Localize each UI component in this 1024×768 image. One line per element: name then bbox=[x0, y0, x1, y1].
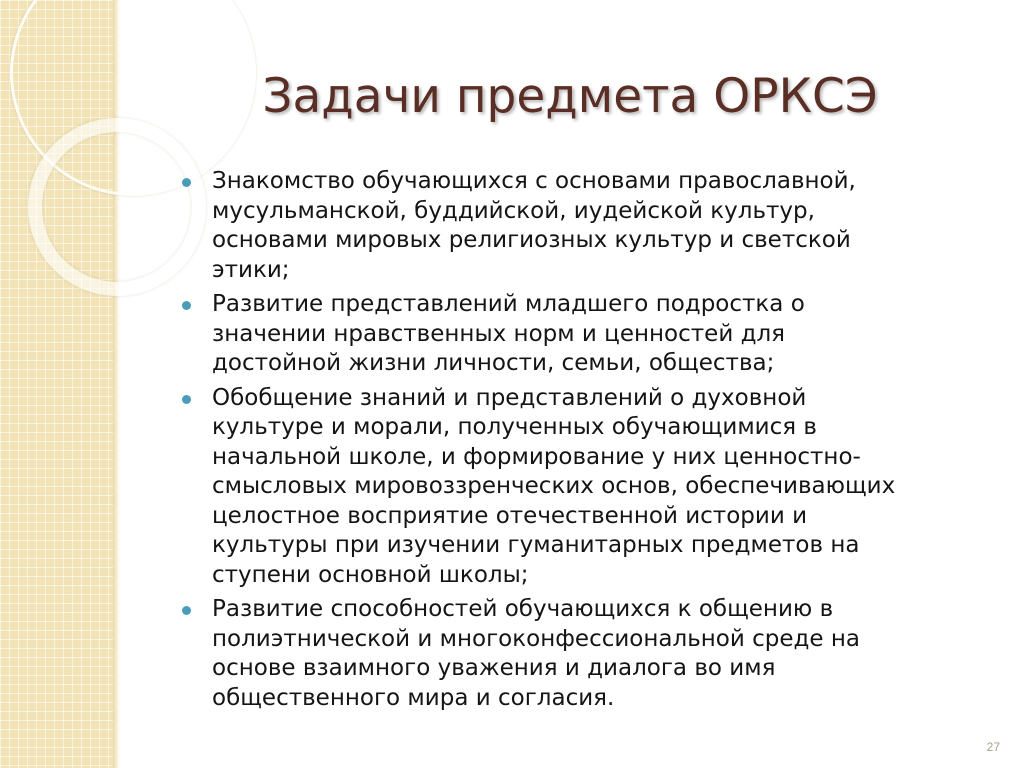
bullet-list bbox=[182, 167, 982, 718]
decorative-ring-small bbox=[28, 118, 206, 296]
list-item bbox=[182, 384, 982, 591]
page-number: 27 bbox=[986, 740, 1000, 754]
list-item bbox=[182, 595, 982, 713]
bullet-icon bbox=[182, 301, 191, 310]
bullet-icon bbox=[182, 395, 191, 404]
bullet-text: Развитие представлений младшего подростка о значении нравственных норм и ценностей для достойной жизни личности, семьи, общества; bbox=[212, 291, 805, 376]
bullet-icon bbox=[182, 178, 191, 187]
slide-title: Задачи предмета ОРКСЭ bbox=[262, 69, 878, 124]
bullet-text: Обобщение знаний и представлений о духовной культуре и морали, полученных обучающимися в начальной школе, и формирование у них ценностно- смысловых мировоззренческих основ, обеспечивающих целостное восприятие отечественной истории и культуры при изучении гуманитарных предметов на ступени основной школы; bbox=[212, 384, 896, 588]
bullet-text: Знакомство обучающихся с основами православной, мусульманской, буддийской, иудейской культур, основами мировых религиозных культур и светской этики; bbox=[212, 168, 856, 283]
bullet-text: Развитие способностей обучающихся к общению в полиэтнической и многоконфессиональной среде на основе взаимного уважения и диалога во имя общественного мира и согласия. bbox=[212, 596, 861, 711]
list-item bbox=[182, 167, 982, 285]
list-item bbox=[182, 290, 982, 379]
bullet-icon bbox=[182, 606, 191, 615]
